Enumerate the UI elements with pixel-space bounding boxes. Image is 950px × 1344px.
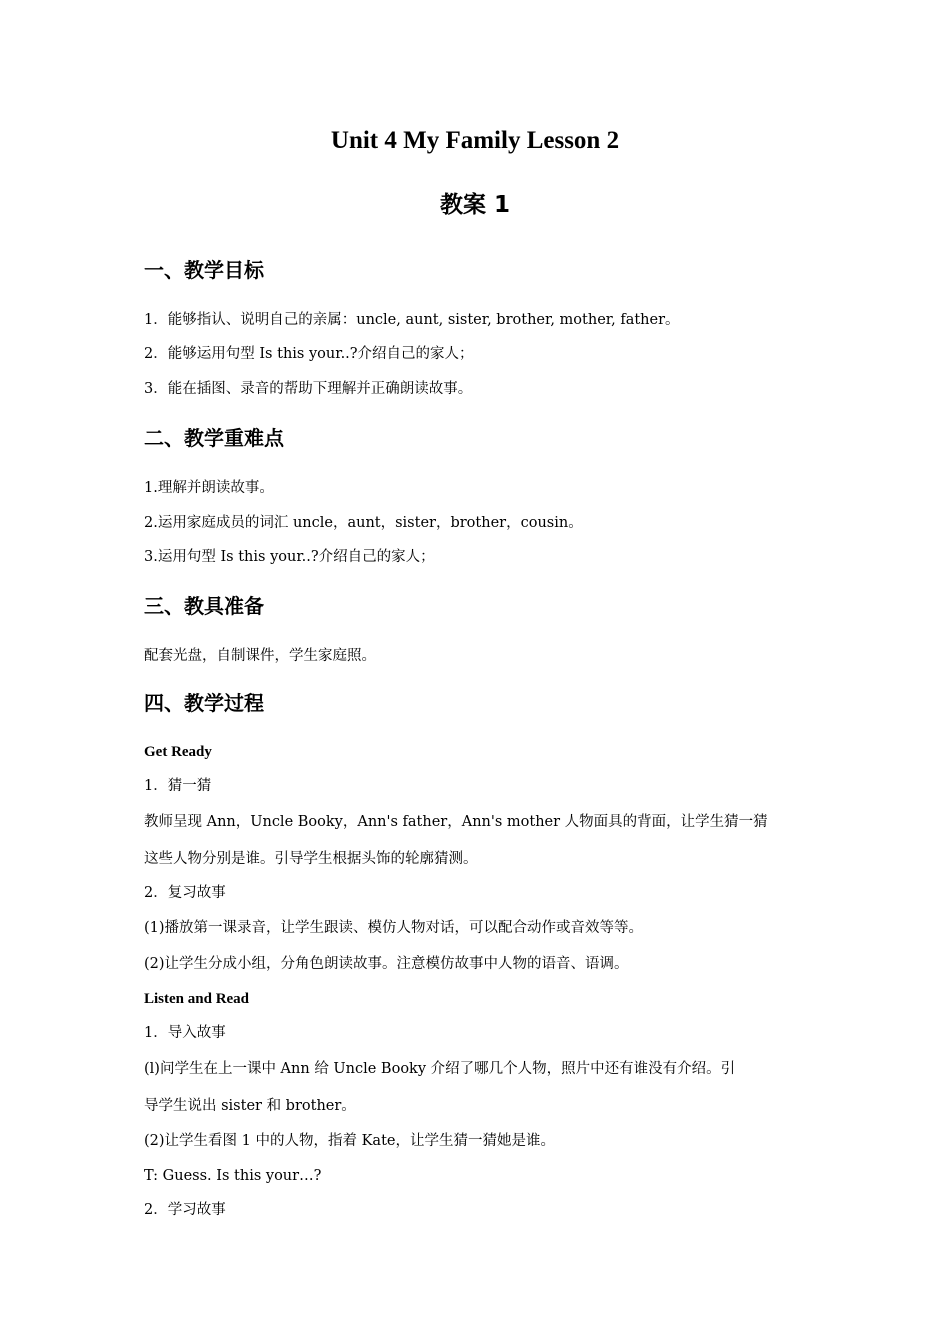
process-line: (l)问学生在上一课中 Ann 给 Uncle Booky 介绍了哪几个人物，照片中还有谁没有介绍。引 <box>144 1061 736 1077</box>
section-heading-materials: 三、教具准备 <box>144 594 264 618</box>
subsection-listen-and-read: Listen and Read <box>144 991 250 1007</box>
process-line: 1．猜一猜 <box>144 778 212 794</box>
process-line: 2．学习故事 <box>144 1202 226 1218</box>
document-title: Unit 4 My Family Lesson 2 <box>330 127 620 154</box>
process-line: (2)让学生分成小组，分角色朗读故事。注意模仿故事中人物的语音、语调。 <box>144 956 629 972</box>
key-point-item-1: 1.理解并朗读故事。 <box>144 480 274 496</box>
materials-text: 配套光盘，自制课件，学生家庭照。 <box>144 648 376 664</box>
process-line: 教师呈现 Ann，Uncle Booky，Ann's father，Ann's mother 人物面具的背面，让学生猜一猜 <box>144 814 768 830</box>
section-heading-key-points: 二、教学重难点 <box>144 426 284 450</box>
objective-item-3: 3．能在插图、录音的帮助下理解并正确朗读故事。 <box>144 381 473 397</box>
section-heading-objectives: 一、教学目标 <box>144 258 264 282</box>
process-line: 导学生说出 sister 和 brother。 <box>144 1098 356 1114</box>
subsection-get-ready: Get Ready <box>144 744 212 760</box>
process-line: 2．复习故事 <box>144 885 226 901</box>
process-line: (1)播放第一课录音，让学生跟读、模仿人物对话，可以配合动作或音效等等。 <box>144 920 644 936</box>
section-heading-process: 四、教学过程 <box>144 691 264 715</box>
document-subtitle: 教案 1 <box>439 192 510 218</box>
process-line: 这些人物分别是谁。引导学生根据头饰的轮廓猜测。 <box>144 851 478 867</box>
process-line: 1．导入故事 <box>144 1025 226 1041</box>
objective-item-2: 2．能够运用句型 Is this your..?介绍自己的家人； <box>144 346 474 362</box>
objective-item-1: 1．能够指认、说明自己的亲属：uncle, aunt, sister, brother, mother, father。 <box>144 312 680 328</box>
process-line: (2)让学生看图 1 中的人物，指着 Kate，让学生猜一猜她是谁。 <box>144 1133 555 1149</box>
process-line: T: Guess. Is this your…? <box>144 1168 322 1184</box>
key-point-item-3: 3.运用句型 Is this your..?介绍自己的家人； <box>144 549 435 565</box>
key-point-item-2: 2.运用家庭成员的词汇 uncle，aunt，sister，brother，cousin。 <box>144 515 583 531</box>
